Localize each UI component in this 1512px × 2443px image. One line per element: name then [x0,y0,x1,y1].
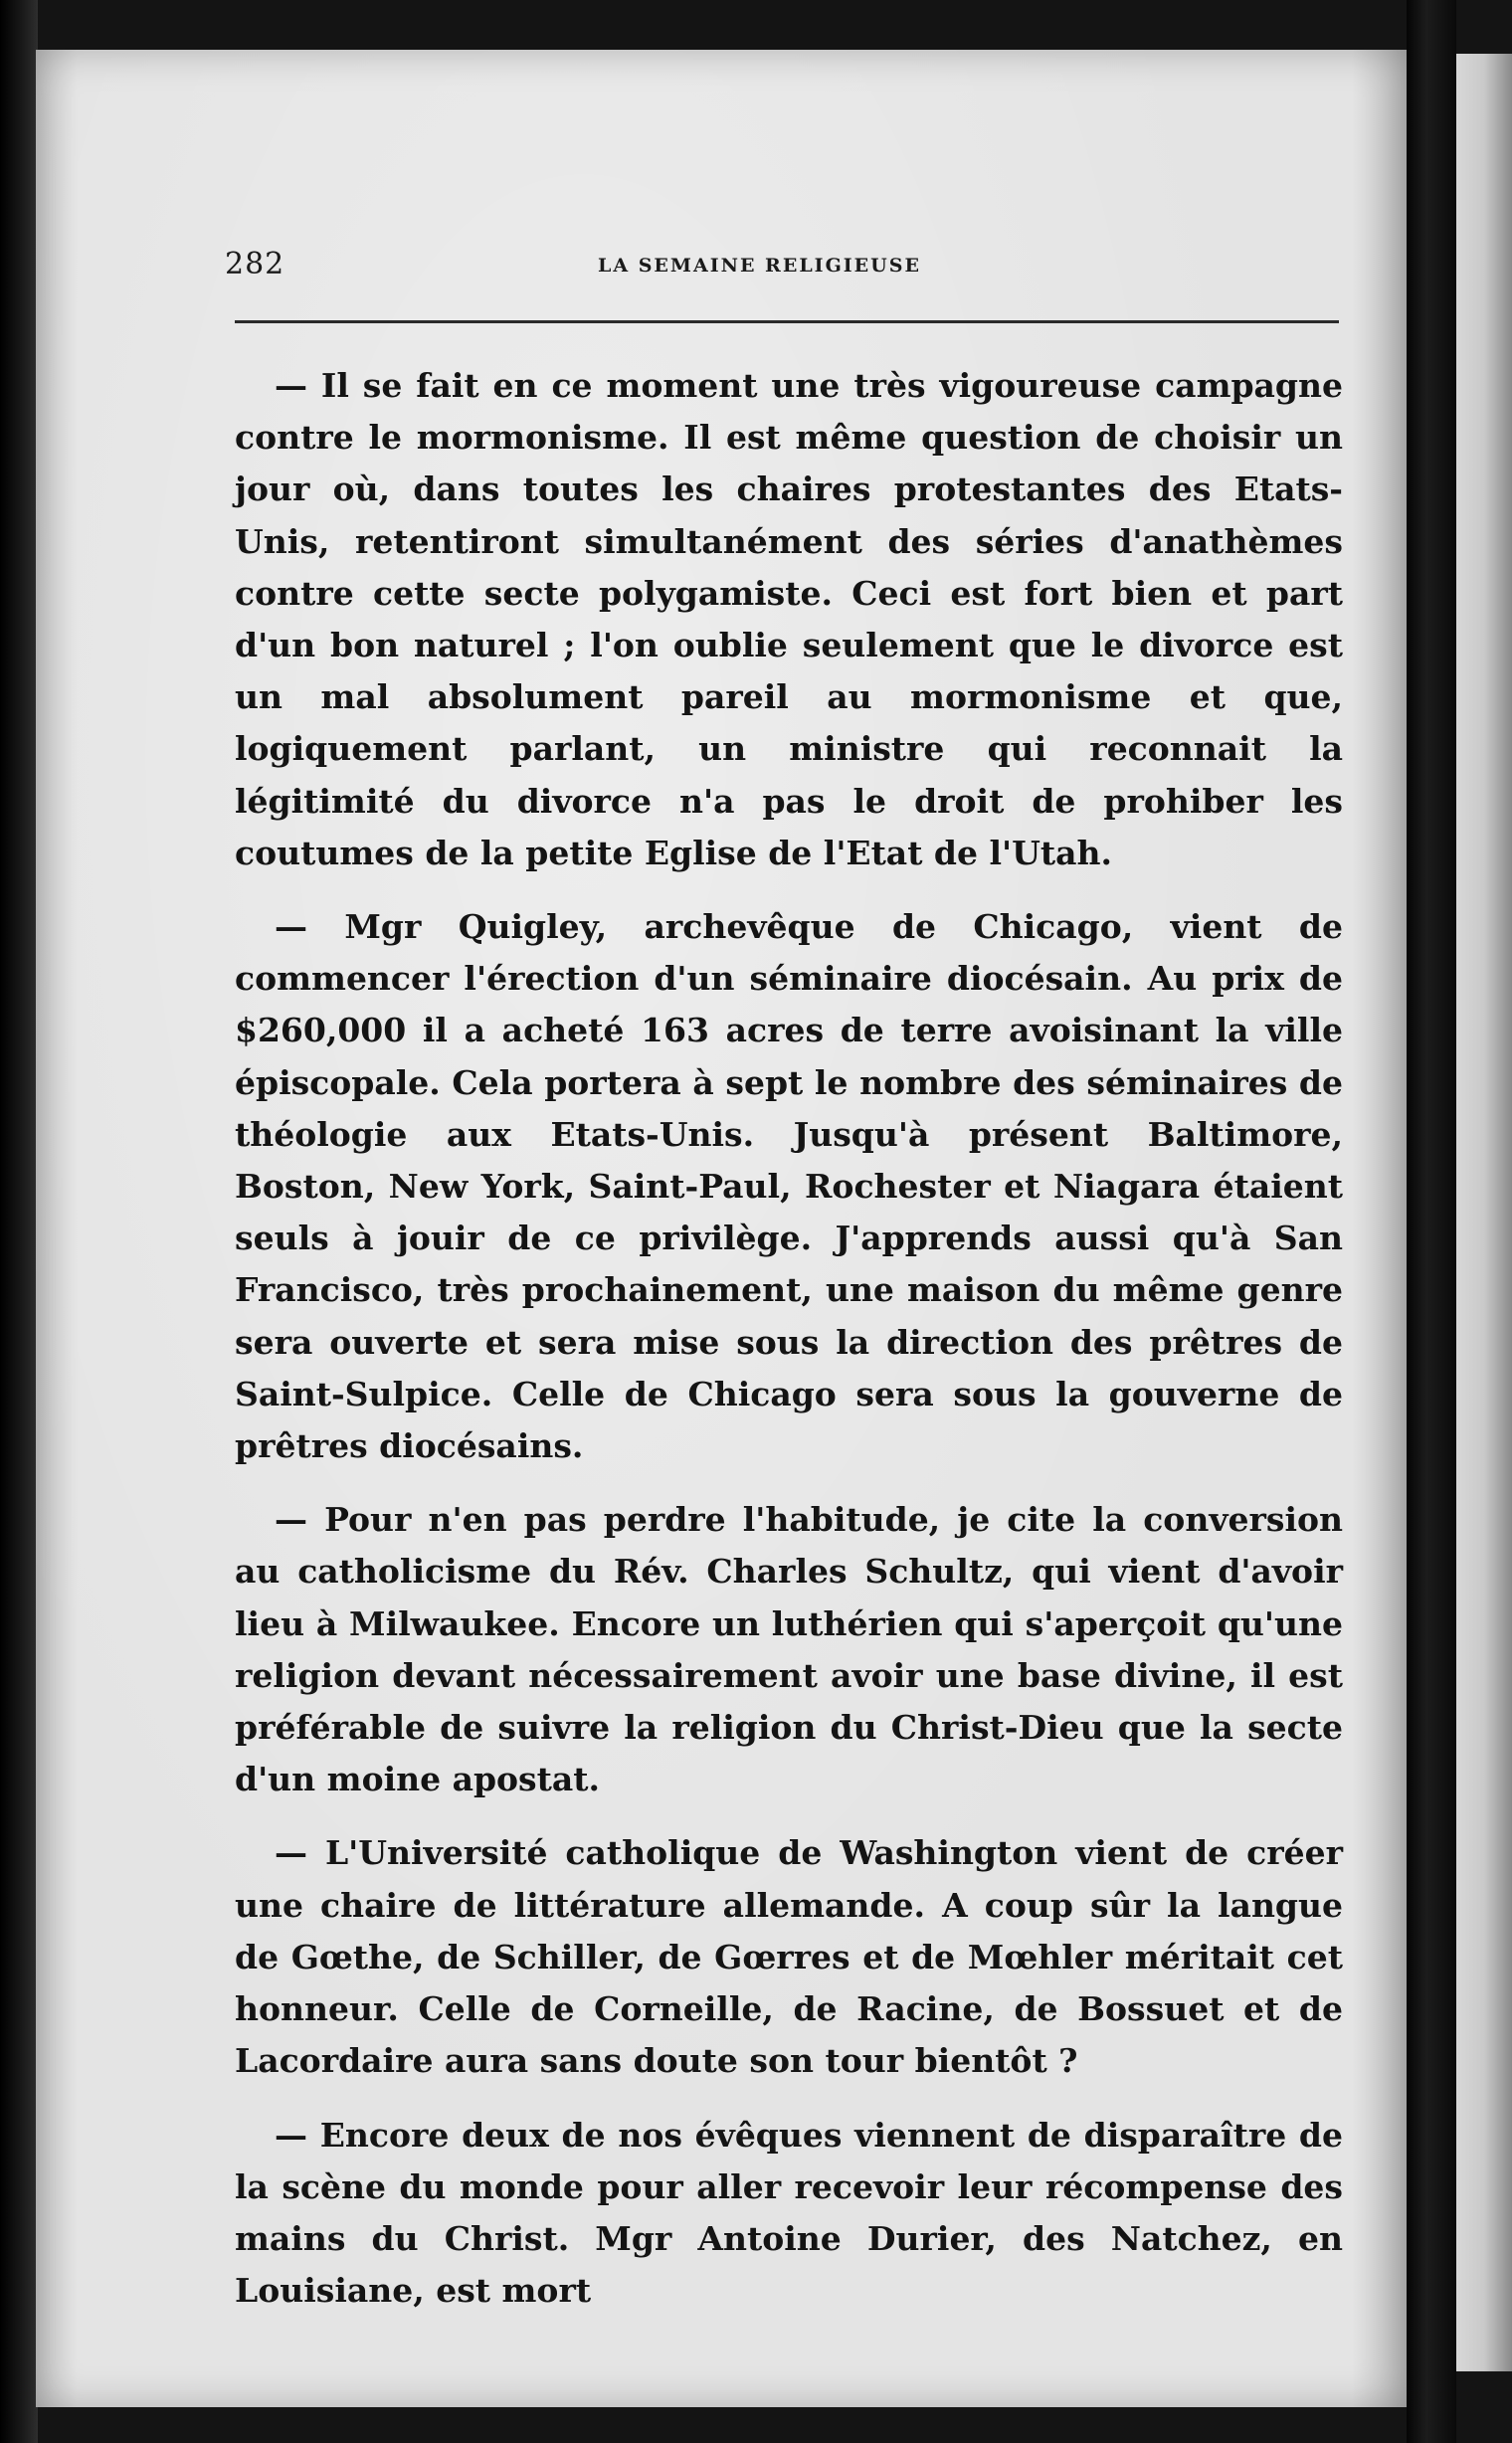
paragraph-conversion: — Pour n'en pas perdre l'habitude, je cite la conversion au catholicisme du Rév. Charles Schultz, qui vient d'avoir lieu à Milwaukee. Encore un luthérien qui s'aperçoit qu'une religion devant nécessairement avoir une base divine, il est préférable de suivre la religion du Christ-Dieu que la secte d'un moine apostat. [235,1500,1343,1799]
scan-left-shadow [0,0,38,2443]
running-title: LA SEMAINE RELIGIEUSE [598,255,921,277]
paragraph-mormonism: — Il se fait en ce moment une très vigoureuse campagne contre le mormonisme. Il est même question de choisir un jour où, dans toutes les chaires protestantes des Etats-Unis, retentiront simultanément des séries d'anathèmes contre cette secte polygamiste. Ceci est fort bien et part d'un bon naturel ; l'on oublie seulement que le divorce est un mal absolument pareil au mormonisme et que, logiquement parlant, un ministre qui reconnait la légitimité du divorce n'a pas le droit de prohiber les coutumes de la petite Eglise de l'Etat de l'Utah. [235,366,1343,872]
book-gutter [1407,0,1456,2443]
paragraph-bishops: — Encore deux de nos évêques viennent de disparaître de la scène du monde pour aller recevoir leur récompense des mains du Christ. Mgr Antoine Durier, des Natchez, en Louisiane, est mort [235,2115,1343,2311]
page-number: 282 [225,247,285,282]
running-head [195,247,1339,286]
facing-page-edge [1456,54,1512,2371]
article-body [235,360,1343,2339]
paragraph-chicago-seminary: — Mgr Quigley, archevêque de Chicago, vient de commencer l'érection d'un séminaire diocésain. Au prix de $260,000 il a acheté 163 acres de terre avoisinant la ville épiscopale. Cela portera à sept le nombre des séminaires de théologie aux Etats-Unis. Jusqu'à présent Baltimore, Boston, New York, Saint-Paul, Rochester et Niagara étaient seuls à jouir de ce privilège. J'apprends aussi qu'à San Francisco, très prochainement, une maison du même genre sera ouverte et sera mise sous la direction des prêtres de Saint-Sulpice. Celle de Chicago sera sous la gouverne de prêtres diocésains. [235,907,1343,1466]
paragraph-catholic-university: — L'Université catholique de Washington vient de créer une chaire de littérature allemande. A coup sûr la langue de Gœthe, de Schiller, de Gœrres et de Mœhler méritait cet honneur. Celle de Corneille, de Racine, de Bossuet et de Lacordaire aura sans doute son tour bientôt ? [235,1833,1343,2081]
header-rule [235,320,1339,323]
